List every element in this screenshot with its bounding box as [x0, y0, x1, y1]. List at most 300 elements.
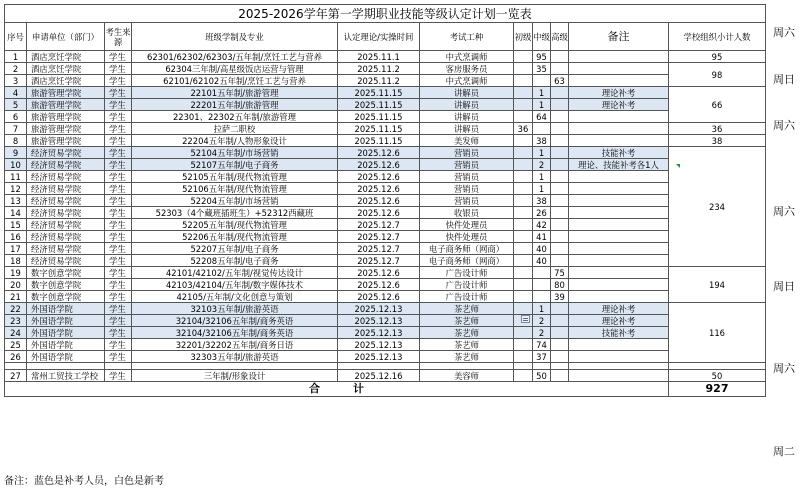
unit-cell: 数字创意学院 [27, 267, 105, 279]
note-cell [569, 111, 669, 123]
header-source: 考生来源 [105, 23, 132, 51]
junior-count [514, 171, 533, 183]
weekday-label: 周二 [773, 445, 795, 458]
table-row [5, 291, 766, 303]
junior-count [514, 63, 533, 75]
note-cell [569, 255, 669, 267]
weekday-label: 周六 [773, 26, 795, 39]
class-cell: 52206五年制/现代物流管理 [132, 231, 338, 243]
work-cell: 营销员 [420, 183, 514, 195]
date-cell: 2025.12.6 [338, 267, 420, 279]
note-cell: 技能补考 [569, 147, 669, 159]
unit-cell: 经济贸易学院 [27, 231, 105, 243]
middle-count: 1 [533, 87, 551, 99]
work-cell: 电子商务师（网商） [420, 243, 514, 255]
work-cell: 茶艺师 [420, 303, 514, 315]
date-cell: 2025.11.15 [338, 123, 420, 135]
work-cell: 收银员 [420, 207, 514, 219]
middle-count: 42 [533, 219, 551, 231]
note-cell [569, 279, 669, 291]
table-row [5, 75, 766, 87]
weekday-label: 周日 [773, 73, 795, 86]
junior-count: 36 [514, 123, 533, 135]
work-cell: 美发师 [420, 135, 514, 147]
junior-count [514, 327, 533, 339]
row-no: 8 [5, 135, 27, 147]
row-no: 27 [5, 370, 27, 382]
table-title: 2025-2026学年第一学期职业技能等级认定计划一览表 [5, 5, 766, 23]
source-cell: 学生 [105, 370, 132, 382]
date-cell: 2025.12.6 [338, 171, 420, 183]
source-cell: 学生 [105, 207, 132, 219]
subtotal-cell: 194 [669, 267, 766, 303]
total-label: 合 计 [5, 382, 669, 397]
senior-count [551, 351, 569, 363]
unit-cell: 经济贸易学院 [27, 219, 105, 231]
unit-cell: 常州工贸技工学校 [27, 370, 105, 382]
middle-count: 41 [533, 231, 551, 243]
source-cell: 学生 [105, 303, 132, 315]
class-cell: 42105/五年制/文化创意与策划 [132, 291, 338, 303]
date-cell: 2025.12.6 [338, 183, 420, 195]
middle-count: 95 [533, 51, 551, 63]
header-date: 认定理论/实操时间 [338, 23, 420, 51]
class-cell: 62304三年制/高星级饭店运营与管理 [132, 63, 338, 75]
table-row [5, 51, 766, 63]
class-cell: 62301/62302/62303/五年制/烹饪工艺与营养 [132, 51, 338, 63]
junior-count [514, 303, 533, 315]
middle-count: 1 [533, 147, 551, 159]
note-cell [569, 219, 669, 231]
row-no: 22 [5, 303, 27, 315]
work-cell: 讲解员 [420, 99, 514, 111]
date-cell: 2025.12.6 [338, 279, 420, 291]
middle-count [533, 75, 551, 87]
class-cell: 52208五年制/电子商务 [132, 255, 338, 267]
unit-cell: 旅游管理学院 [27, 111, 105, 123]
header-senior: 高级 [551, 23, 569, 51]
table-row [5, 195, 766, 207]
work-cell: 讲解员 [420, 87, 514, 99]
date-cell: 2025.12.6 [338, 291, 420, 303]
date-cell: 2025.12.7 [338, 219, 420, 231]
source-cell: 学生 [105, 51, 132, 63]
work-cell: 广告设计师 [420, 267, 514, 279]
source-cell: 学生 [105, 135, 132, 147]
table-row [5, 171, 766, 183]
footer-note: 备注：蓝色是补考人员，白色是新考 [4, 476, 164, 487]
table-row [5, 87, 766, 99]
unit-cell: 外国语学院 [27, 327, 105, 339]
table-row [5, 207, 766, 219]
date-cell: 2025.11.2 [338, 75, 420, 87]
note-cell: 理论补考 [569, 99, 669, 111]
work-cell: 中式烹调师 [420, 75, 514, 87]
row-no: 14 [5, 207, 27, 219]
table-row [5, 135, 766, 147]
header-class: 班级学制及专业 [132, 23, 338, 51]
work-cell: 快件处理员 [420, 231, 514, 243]
middle-count: 38 [533, 135, 551, 147]
middle-count: 40 [533, 255, 551, 267]
header-work: 考试工种 [420, 23, 514, 51]
subtotal-cell: 66 [669, 87, 766, 123]
class-cell: 52106五年制/现代物流管理 [132, 183, 338, 195]
source-cell: 学生 [105, 111, 132, 123]
work-cell: 广告设计师 [420, 279, 514, 291]
subtotal-cell: 50 [669, 370, 766, 382]
middle-count: 64 [533, 111, 551, 123]
source-cell: 学生 [105, 327, 132, 339]
source-cell: 学生 [105, 63, 132, 75]
senior-count [551, 207, 569, 219]
subtotal-cell: 38 [669, 135, 766, 147]
source-cell: 学生 [105, 87, 132, 99]
senior-count [551, 370, 569, 382]
middle-count: 38 [533, 195, 551, 207]
unit-cell: 经济贸易学院 [27, 159, 105, 171]
date-cell: 2025.11.15 [338, 99, 420, 111]
total-row [5, 382, 766, 397]
junior-count [514, 351, 533, 363]
weekday-label: 周日 [773, 280, 795, 293]
date-cell: 2025.12.7 [338, 243, 420, 255]
row-no: 7 [5, 123, 27, 135]
senior-count [551, 63, 569, 75]
unit-cell: 经济贸易学院 [27, 207, 105, 219]
unit-cell: 酒店烹饪学院 [27, 63, 105, 75]
table-row [5, 315, 766, 327]
table-row [5, 63, 766, 75]
work-cell: 茶艺师 [420, 351, 514, 363]
date-cell: 2025.11.15 [338, 135, 420, 147]
senior-count: 80 [551, 279, 569, 291]
junior-count [514, 255, 533, 267]
class-cell: 32103五年制/旅游英语 [132, 303, 338, 315]
source-cell: 学生 [105, 243, 132, 255]
table-row [5, 339, 766, 351]
senior-count [551, 51, 569, 63]
class-cell: 52204五年制/市场营销 [132, 195, 338, 207]
table-row [5, 147, 766, 159]
unit-cell: 经济贸易学院 [27, 195, 105, 207]
table-row [5, 267, 766, 279]
source-cell: 学生 [105, 123, 132, 135]
senior-count [551, 231, 569, 243]
unit-cell: 经济贸易学院 [27, 171, 105, 183]
class-cell: 42103/42104/五年制/数字媒体技术 [132, 279, 338, 291]
date-cell: 2025.11.1 [338, 51, 420, 63]
subtotal-cell: 234 [669, 147, 766, 267]
work-cell: 电子商务师（网商） [420, 255, 514, 267]
row-no: 10 [5, 159, 27, 171]
date-cell: 2025.11.15 [338, 87, 420, 99]
middle-count: 1 [533, 171, 551, 183]
source-cell: 学生 [105, 183, 132, 195]
work-cell: 茶艺师 [420, 339, 514, 351]
unit-cell: 旅游管理学院 [27, 135, 105, 147]
junior-count [514, 219, 533, 231]
weekday-label: 周六 [773, 205, 795, 218]
work-cell: 营销员 [420, 147, 514, 159]
junior-count [514, 291, 533, 303]
weekday-label: 周六 [773, 119, 795, 132]
senior-count [551, 195, 569, 207]
source-cell: 学生 [105, 279, 132, 291]
work-cell: 茶艺师 [420, 327, 514, 339]
source-cell: 学生 [105, 291, 132, 303]
source-cell: 学生 [105, 231, 132, 243]
table-row [5, 183, 766, 195]
note-cell [569, 63, 669, 75]
junior-count [514, 370, 533, 382]
senior-count [551, 99, 569, 111]
unit-cell: 外国语学院 [27, 351, 105, 363]
unit-cell: 旅游管理学院 [27, 99, 105, 111]
senior-count [551, 255, 569, 267]
row-no: 12 [5, 183, 27, 195]
middle-count: 1 [533, 99, 551, 111]
middle-count: 2 [533, 159, 551, 171]
class-cell: 42101/42102/五年制/视觉传达设计 [132, 267, 338, 279]
senior-count [551, 303, 569, 315]
junior-count [514, 207, 533, 219]
work-cell: 讲解员 [420, 123, 514, 135]
note-cell [569, 243, 669, 255]
row-no: 1 [5, 51, 27, 63]
subtotal-cell: 95 [669, 51, 766, 63]
senior-count [551, 315, 569, 327]
note-cell: 技能补考 [569, 327, 669, 339]
header-no: 序号 [5, 23, 27, 51]
date-cell: 2025.12.6 [338, 195, 420, 207]
date-cell: 2025.12.13 [338, 303, 420, 315]
date-cell: 2025.12.6 [338, 147, 420, 159]
class-cell: 52104五年制/市场营销 [132, 147, 338, 159]
note-cell [569, 123, 669, 135]
note-cell [569, 351, 669, 363]
source-cell: 学生 [105, 195, 132, 207]
header-subtotal: 学校组织小计人数 [669, 23, 766, 51]
middle-count: 2 [533, 315, 551, 327]
subtotal-cell: 98 [669, 63, 766, 87]
header-note: 备注 [569, 23, 669, 51]
row-no: 26 [5, 351, 27, 363]
class-cell: 52207五年制/电子商务 [132, 243, 338, 255]
note-cell [569, 231, 669, 243]
unit-cell: 酒店烹饪学院 [27, 51, 105, 63]
row-no: 17 [5, 243, 27, 255]
middle-count [533, 267, 551, 279]
junior-count [514, 267, 533, 279]
junior-count [514, 147, 533, 159]
plan-table [4, 4, 766, 397]
row-no: 5 [5, 99, 27, 111]
row-no: 18 [5, 255, 27, 267]
note-cell [569, 51, 669, 63]
date-cell: 2025.12.13 [338, 351, 420, 363]
middle-count: 1 [533, 183, 551, 195]
note-cell [569, 171, 669, 183]
unit-cell: 酒店烹饪学院 [27, 75, 105, 87]
work-cell: 营销员 [420, 195, 514, 207]
note-cell [569, 75, 669, 87]
junior-count [514, 51, 533, 63]
work-cell: 中式烹调师 [420, 51, 514, 63]
row-no: 23 [5, 315, 27, 327]
middle-count: 1 [533, 303, 551, 315]
note-cell [569, 183, 669, 195]
middle-count [533, 123, 551, 135]
middle-count [533, 279, 551, 291]
table-row [5, 111, 766, 123]
work-cell: 美容师 [420, 370, 514, 382]
work-cell: 快件处理员 [420, 219, 514, 231]
note-cell: 理论补考 [569, 315, 669, 327]
class-cell: 22301、22302五年制/旅游管理 [132, 111, 338, 123]
source-cell: 学生 [105, 147, 132, 159]
date-cell: 2025.12.6 [338, 159, 420, 171]
junior-count [514, 99, 533, 111]
senior-count [551, 183, 569, 195]
table-row [5, 303, 766, 315]
note-cell: 理论补考 [569, 87, 669, 99]
middle-count: 74 [533, 339, 551, 351]
table-row [5, 123, 766, 135]
senior-count [551, 327, 569, 339]
junior-count [514, 87, 533, 99]
source-cell: 学生 [105, 75, 132, 87]
class-cell: 三年制/形象设计 [132, 370, 338, 382]
date-cell: 2025.11.2 [338, 63, 420, 75]
total-value: 927 [669, 382, 766, 397]
senior-count [551, 147, 569, 159]
senior-count [551, 111, 569, 123]
class-cell: 52105五年制/现代物流管理 [132, 171, 338, 183]
table-row [5, 231, 766, 243]
source-cell: 学生 [105, 159, 132, 171]
junior-count [514, 279, 533, 291]
unit-cell: 经济贸易学院 [27, 147, 105, 159]
row-no: 15 [5, 219, 27, 231]
note-cell [569, 195, 669, 207]
weekday-label: 周六 [773, 362, 795, 375]
junior-count [514, 111, 533, 123]
row-no: 19 [5, 267, 27, 279]
comment-indicator-icon [676, 164, 680, 168]
junior-count [514, 243, 533, 255]
table-row [5, 243, 766, 255]
row-no: 24 [5, 327, 27, 339]
row-no: 16 [5, 231, 27, 243]
senior-count [551, 123, 569, 135]
source-cell: 学生 [105, 219, 132, 231]
junior-count [514, 75, 533, 87]
junior-count [514, 231, 533, 243]
class-cell: 22201五年制/旅游管理 [132, 99, 338, 111]
middle-count [533, 291, 551, 303]
note-cell: 理论、技能补考各1人 [569, 159, 669, 171]
header-middle: 中级 [533, 23, 551, 51]
date-cell: 2025.12.7 [338, 255, 420, 267]
unit-cell: 外国语学院 [27, 315, 105, 327]
unit-cell: 数字创意学院 [27, 279, 105, 291]
senior-count [551, 243, 569, 255]
date-cell: 2025.12.16 [338, 370, 420, 382]
row-no: 11 [5, 171, 27, 183]
junior-count [514, 339, 533, 351]
date-cell: 2025.11.15 [338, 111, 420, 123]
senior-count [551, 219, 569, 231]
date-cell: 2025.12.6 [338, 207, 420, 219]
row-no: 4 [5, 87, 27, 99]
row-no: 2 [5, 63, 27, 75]
cell-options-icon[interactable] [521, 315, 530, 323]
table-row [5, 351, 766, 363]
row-no: 13 [5, 195, 27, 207]
source-cell: 学生 [105, 315, 132, 327]
senior-count: 63 [551, 75, 569, 87]
senior-count [551, 135, 569, 147]
class-cell: 22204五年制/人物形象设计 [132, 135, 338, 147]
unit-cell: 经济贸易学院 [27, 243, 105, 255]
class-cell: 22101五年制/旅游管理 [132, 87, 338, 99]
source-cell: 学生 [105, 351, 132, 363]
table-row [5, 370, 766, 382]
senior-count: 39 [551, 291, 569, 303]
class-cell: 32201/32202五年制/商务日语 [132, 339, 338, 351]
table-row [5, 219, 766, 231]
junior-count [514, 183, 533, 195]
class-cell: 62101/62102五年制/烹饪工艺与营养 [132, 75, 338, 87]
unit-cell: 外国语学院 [27, 303, 105, 315]
middle-count: 26 [533, 207, 551, 219]
unit-cell: 旅游管理学院 [27, 87, 105, 99]
note-cell [569, 135, 669, 147]
class-cell: 52303（4个藏班插班生）+52312西藏班 [132, 207, 338, 219]
note-cell [569, 291, 669, 303]
source-cell: 学生 [105, 171, 132, 183]
middle-count: 37 [533, 351, 551, 363]
unit-cell: 旅游管理学院 [27, 123, 105, 135]
unit-cell: 经济贸易学院 [27, 183, 105, 195]
row-no: 9 [5, 147, 27, 159]
subtotal-cell: 116 [669, 303, 766, 363]
date-cell: 2025.12.13 [338, 327, 420, 339]
senior-count [551, 171, 569, 183]
source-cell: 学生 [105, 267, 132, 279]
row-no: 20 [5, 279, 27, 291]
header-unit: 申请单位（部门） [27, 23, 105, 51]
subtotal-cell: 36 [669, 123, 766, 135]
unit-cell: 外国语学院 [27, 339, 105, 351]
junior-count [514, 159, 533, 171]
class-cell: 32104/32106五年制/商务英语 [132, 327, 338, 339]
table-row [5, 255, 766, 267]
junior-count [514, 135, 533, 147]
senior-count: 75 [551, 267, 569, 279]
note-cell: 理论补考 [569, 303, 669, 315]
unit-cell: 经济贸易学院 [27, 255, 105, 267]
note-cell [569, 339, 669, 351]
row-no: 6 [5, 111, 27, 123]
unit-cell: 数字创意学院 [27, 291, 105, 303]
note-cell [569, 207, 669, 219]
class-cell: 拉萨二职校 [132, 123, 338, 135]
source-cell: 学生 [105, 99, 132, 111]
work-cell: 营销员 [420, 171, 514, 183]
middle-count: 40 [533, 243, 551, 255]
